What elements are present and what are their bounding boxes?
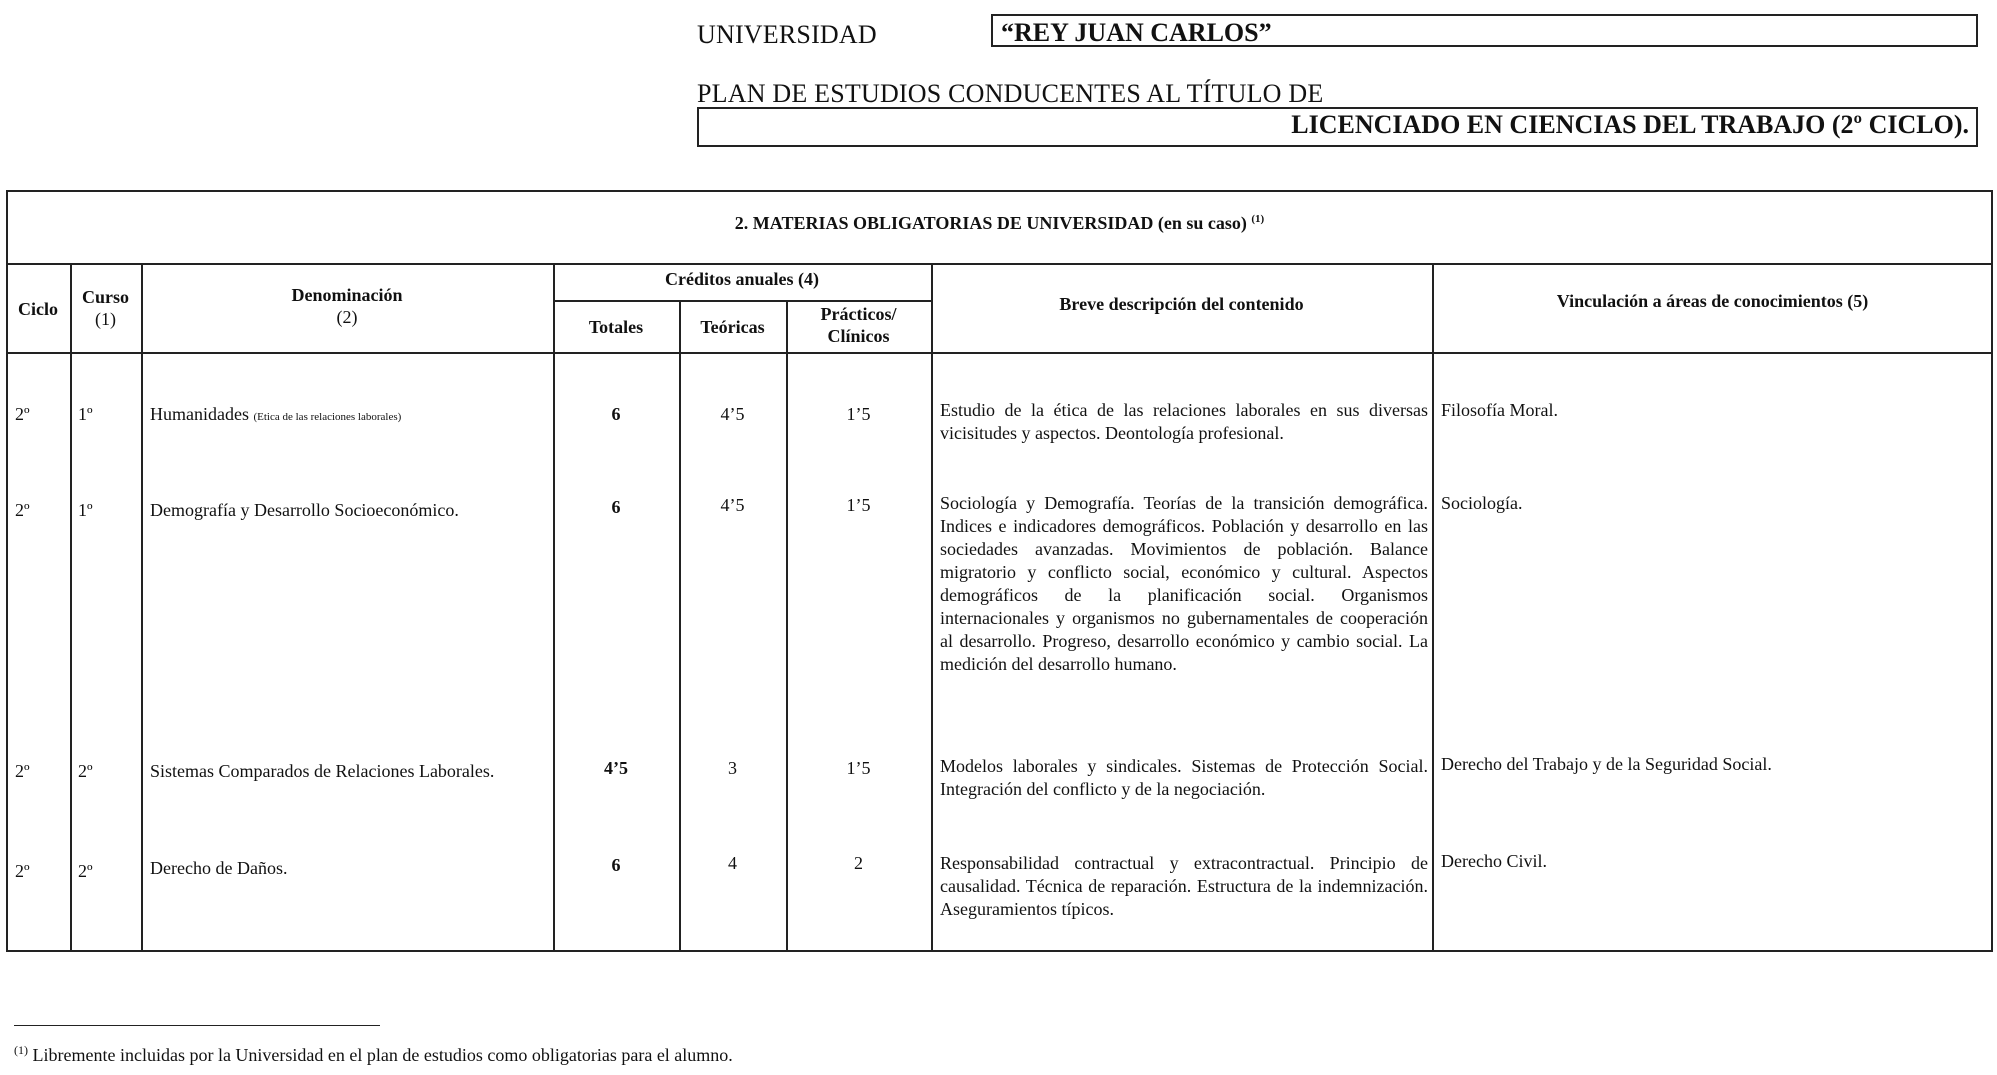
universidad-label: UNIVERSIDAD [697,20,877,49]
cell-ciclo: 2º [15,861,30,881]
cell-descripcion: Modelos laborales y sindicales. Sistemas de Protección Social. Integración del conflicto y de la negociación. [940,756,1428,799]
col-descripcion: Breve descripción del contenido [1059,294,1304,314]
col-vinculacion: Vinculación a áreas de conocimientos (5) [1556,291,1869,311]
divider [6,263,1993,265]
cell-practicos: 1’5 [846,495,871,515]
cell-curso: 1º [78,404,93,424]
cell-totales: 4’5 [604,758,628,778]
col-creditos: Créditos anuales (4) [665,269,819,289]
cell-ciclo: 2º [15,761,30,781]
col-denominacion: Denominación (2) [291,285,403,327]
divider [553,300,931,302]
cell-vinculacion: Filosofía Moral. [1441,400,1558,420]
cell-teoricas: 4’5 [720,404,745,424]
cell-ciclo: 2º [15,500,30,520]
cell-curso: 1º [78,500,93,520]
col-teoricas: Teóricas [700,317,765,337]
table-title: 2. MATERIAS OBLIGATORIAS DE UNIVERSIDAD (en su caso) $^{(1)}$ [734,213,1265,233]
col-divider [553,263,555,952]
cell-denominacion: Sistemas Comparados de Relaciones Laborales. [150,761,495,781]
cell-curso: 2º [78,761,93,781]
cell-vinculacion: Sociología. [1441,493,1523,513]
cell-practicos: 1’5 [846,404,871,424]
col-curso: Curso (1) [81,287,129,329]
cell-totales: 6 [611,404,621,424]
col-ciclo: Ciclo [18,299,58,319]
footnote: $^{(1)}$ Libremente incluidas por la Universidad en el plan de estudios como obligatorias para el alumno. [14,1043,733,1065]
cell-vinculacion: Derecho del Trabajo y de la Seguridad Social. [1441,754,1772,774]
cell-totales: 6 [611,855,621,875]
cell-descripcion: Estudio de la ética de las relaciones laborales en sus diversas vicisitudes y aspectos. Deontología profesional. [940,400,1428,443]
col-divider [141,263,143,952]
cell-denominacion: Derecho de Daños. [150,858,288,878]
col-practicos: Prácticos/ Clínicos [820,304,897,346]
cell-curso: 2º [78,861,93,881]
cell-ciclo: 2º [15,404,30,424]
cell-practicos: 2 [854,853,863,873]
cell-descripcion: Sociología y Demografía. Teorías de la transición demográfica. Indices e indicadores demográficos. Población y desarrollo en las sociedades avanzadas. Movimientos de población. Balance migratorio y conflicto social, económico y cultural. Aspectos demográficos de la planificación social. Organismos internacionales y organismos no gubernamentales de cooperación al desarrollo. Progreso, desarrollo económico y cambio social. La medición del desarrollo humano. [940,493,1428,674]
plan-label: PLAN DE ESTUDIOS CONDUCENTES AL TÍTULO DE [697,79,1324,108]
cell-teoricas: 3 [728,758,737,778]
cell-vinculacion: Derecho Civil. [1441,851,1547,871]
cell-denominacion: Humanidades (Etica de las relaciones laborales) [150,404,402,424]
cell-practicos: 1’5 [846,758,871,778]
cell-teoricas: 4 [728,853,737,873]
col-divider [1432,263,1434,952]
universidad-name: “REY JUAN CARLOS” [1001,18,1272,47]
col-divider [70,263,72,952]
cell-denominacion: Demografía y Desarrollo Socioeconómico. [150,500,459,520]
footnote-rule [14,1025,380,1026]
titulo: LICENCIADO EN CIENCIAS DEL TRABAJO (2º CICLO). [1291,110,1969,139]
cell-totales: 6 [611,497,621,517]
col-totales: Totales [588,317,644,337]
cell-teoricas: 4’5 [720,495,745,515]
col-divider [931,263,933,952]
cell-descripcion: Responsabilidad contractual y extracontractual. Principio de causalidad. Técnica de reparación. Estructura de la indemnización. Aseguramientos típicos. [940,853,1428,919]
divider [6,352,1993,354]
